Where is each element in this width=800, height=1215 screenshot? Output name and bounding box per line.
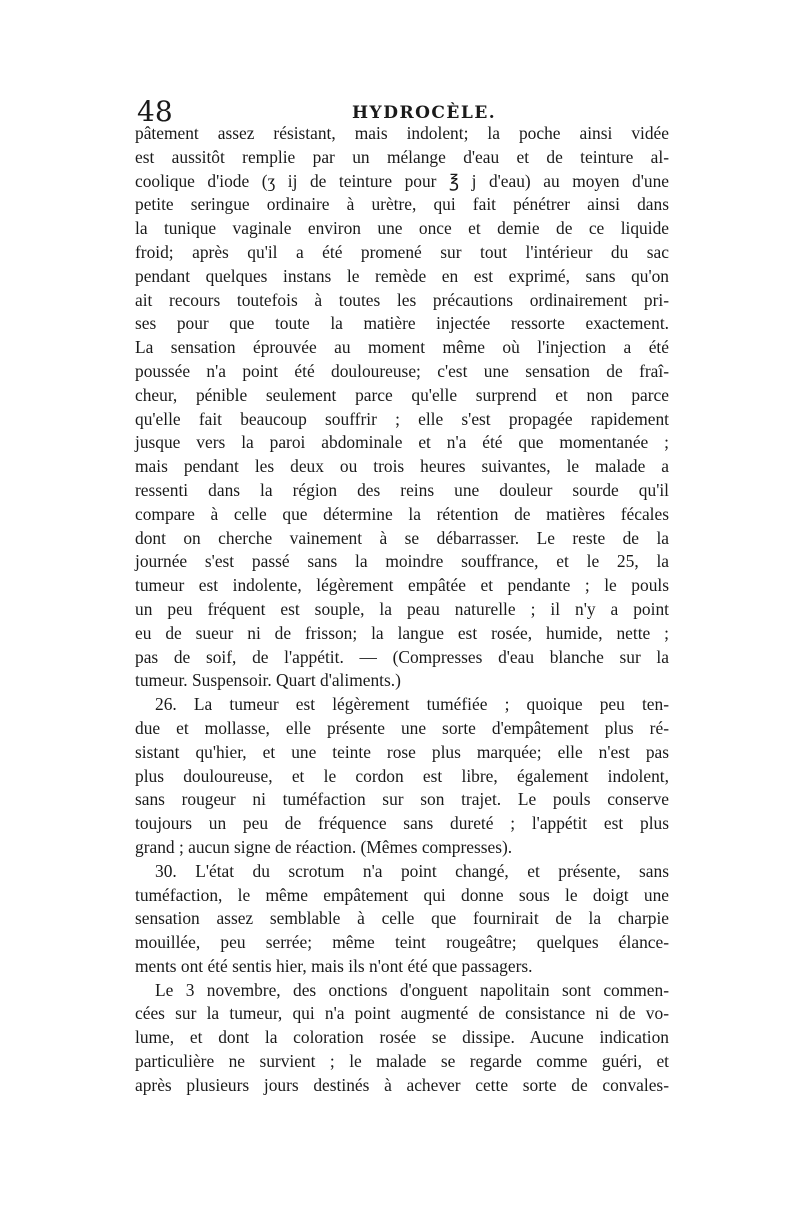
text-line: mais pendant les deux ou trois heures suivantes, le malade a bbox=[135, 456, 669, 477]
text-line: Le 3 novembre, des onctions d'onguent napolitain sont commen- bbox=[155, 979, 669, 1000]
text-line: coolique d'iode (ʒ ij de teinture pour ℥ j d'eau) au moyen d'une bbox=[135, 170, 669, 191]
text-line: sistant qu'hier, et une teinte rose plus marquée; elle n'est pas bbox=[135, 741, 669, 762]
text-line: due et mollasse, elle présente une sorte d'empâtement plus ré- bbox=[135, 717, 669, 738]
text-line: pendant quelques instans le remède en est exprimé, sans qu'on bbox=[135, 265, 669, 286]
text-line: ses pour que toute la matière injectée ressorte exactement. bbox=[135, 313, 669, 334]
text-line: la tunique vaginale environ une once et demie de ce liquide bbox=[135, 218, 669, 239]
running-title: HYDROCÈLE. bbox=[352, 103, 497, 123]
text-line: tuméfaction, le même empâtement qui donne sous le doigt une bbox=[135, 884, 669, 905]
text-line: froid; après qu'il a été promené sur tout l'intérieur du sac bbox=[135, 241, 669, 262]
text-line: dont on cherche vainement à se débarrasser. Le reste de la bbox=[135, 527, 669, 548]
text-line: pâtement assez résistant, mais indolent; la poche ainsi vidée bbox=[135, 123, 669, 143]
text-line: est aussitôt remplie par un mélange d'eau et de teinture al- bbox=[135, 146, 669, 167]
page-number: 48 bbox=[137, 95, 173, 128]
text-line: poussée n'a point été douloureuse; c'est une sensation de fraî- bbox=[135, 360, 669, 381]
text-line: lume, et dont la coloration rosée se dissipe. Aucune indication bbox=[135, 1027, 669, 1048]
text-line: eu de sueur ni de frisson; la langue est rosée, humide, nette ; bbox=[135, 622, 669, 643]
text-line: petite seringue ordinaire à urètre, qui fait pénétrer ainsi dans bbox=[135, 194, 669, 215]
text-line: tumeur. Suspensoir. Quart d'aliments.) bbox=[135, 670, 401, 691]
text-line: un peu fréquent est souple, la peau naturelle ; il n'y a point bbox=[135, 598, 669, 619]
text-line: 26. La tumeur est légèrement tuméfiée ; quoique peu ten- bbox=[155, 694, 669, 715]
text-line: ments ont été sentis hier, mais ils n'ont été que passagers. bbox=[135, 955, 533, 976]
text-line: après plusieurs jours destinés à achever cette sorte de convales- bbox=[135, 1074, 669, 1095]
text-line: cheur, pénible seulement parce qu'elle surprend et non parce bbox=[135, 384, 669, 405]
text-line: journée s'est passé sans la moindre souffrance, et le 25, la bbox=[135, 551, 669, 572]
text-line: jusque vers la paroi abdominale et n'a été que momentanée ; bbox=[135, 432, 669, 453]
text-line: compare à celle que détermine la rétention de matières fécales bbox=[135, 503, 669, 524]
text-line: particulière ne survient ; le malade se regarde comme guéri, et bbox=[135, 1051, 669, 1072]
text-line: qu'elle fait beaucoup souffrir ; elle s'est propagée rapidement bbox=[135, 408, 669, 429]
text-line: 30. L'état du scrotum n'a point changé, et présente, sans bbox=[155, 860, 669, 881]
text-line: ressenti dans la région des reins une douleur sourde qu'il bbox=[135, 479, 669, 500]
text-line: sensation assez semblable à celle que fournirait de la charpie bbox=[135, 908, 669, 929]
text-line: grand ; aucun signe de réaction. (Mêmes compresses). bbox=[135, 836, 513, 857]
text-line: plus douloureuse, et le cordon est libre, également indolent, bbox=[135, 765, 669, 786]
text-line: tumeur est indolente, légèrement empâtée et pendante ; le pouls bbox=[135, 575, 669, 596]
text-line: ait recours toutefois à toutes les précautions ordinairement pri- bbox=[135, 289, 669, 310]
text-line: toujours un peu de fréquence sans dureté ; l'appétit est plus bbox=[135, 813, 669, 834]
text-line: mouillée, peu serrée; même teint rougeâtre; quelques élance- bbox=[135, 932, 669, 953]
text-line: La sensation éprouvée au moment même où l'injection a été bbox=[135, 337, 669, 358]
text-line: pas de soif, de l'appétit. — (Compresses d'eau blanche sur la bbox=[135, 646, 669, 667]
text-line: sans rougeur ni tuméfaction sur son trajet. Le pouls conserve bbox=[135, 789, 669, 810]
body-text bbox=[135, 122, 669, 1098]
text-line: cées sur la tumeur, qui n'a point augmenté de consistance ni de vo- bbox=[135, 1003, 669, 1024]
